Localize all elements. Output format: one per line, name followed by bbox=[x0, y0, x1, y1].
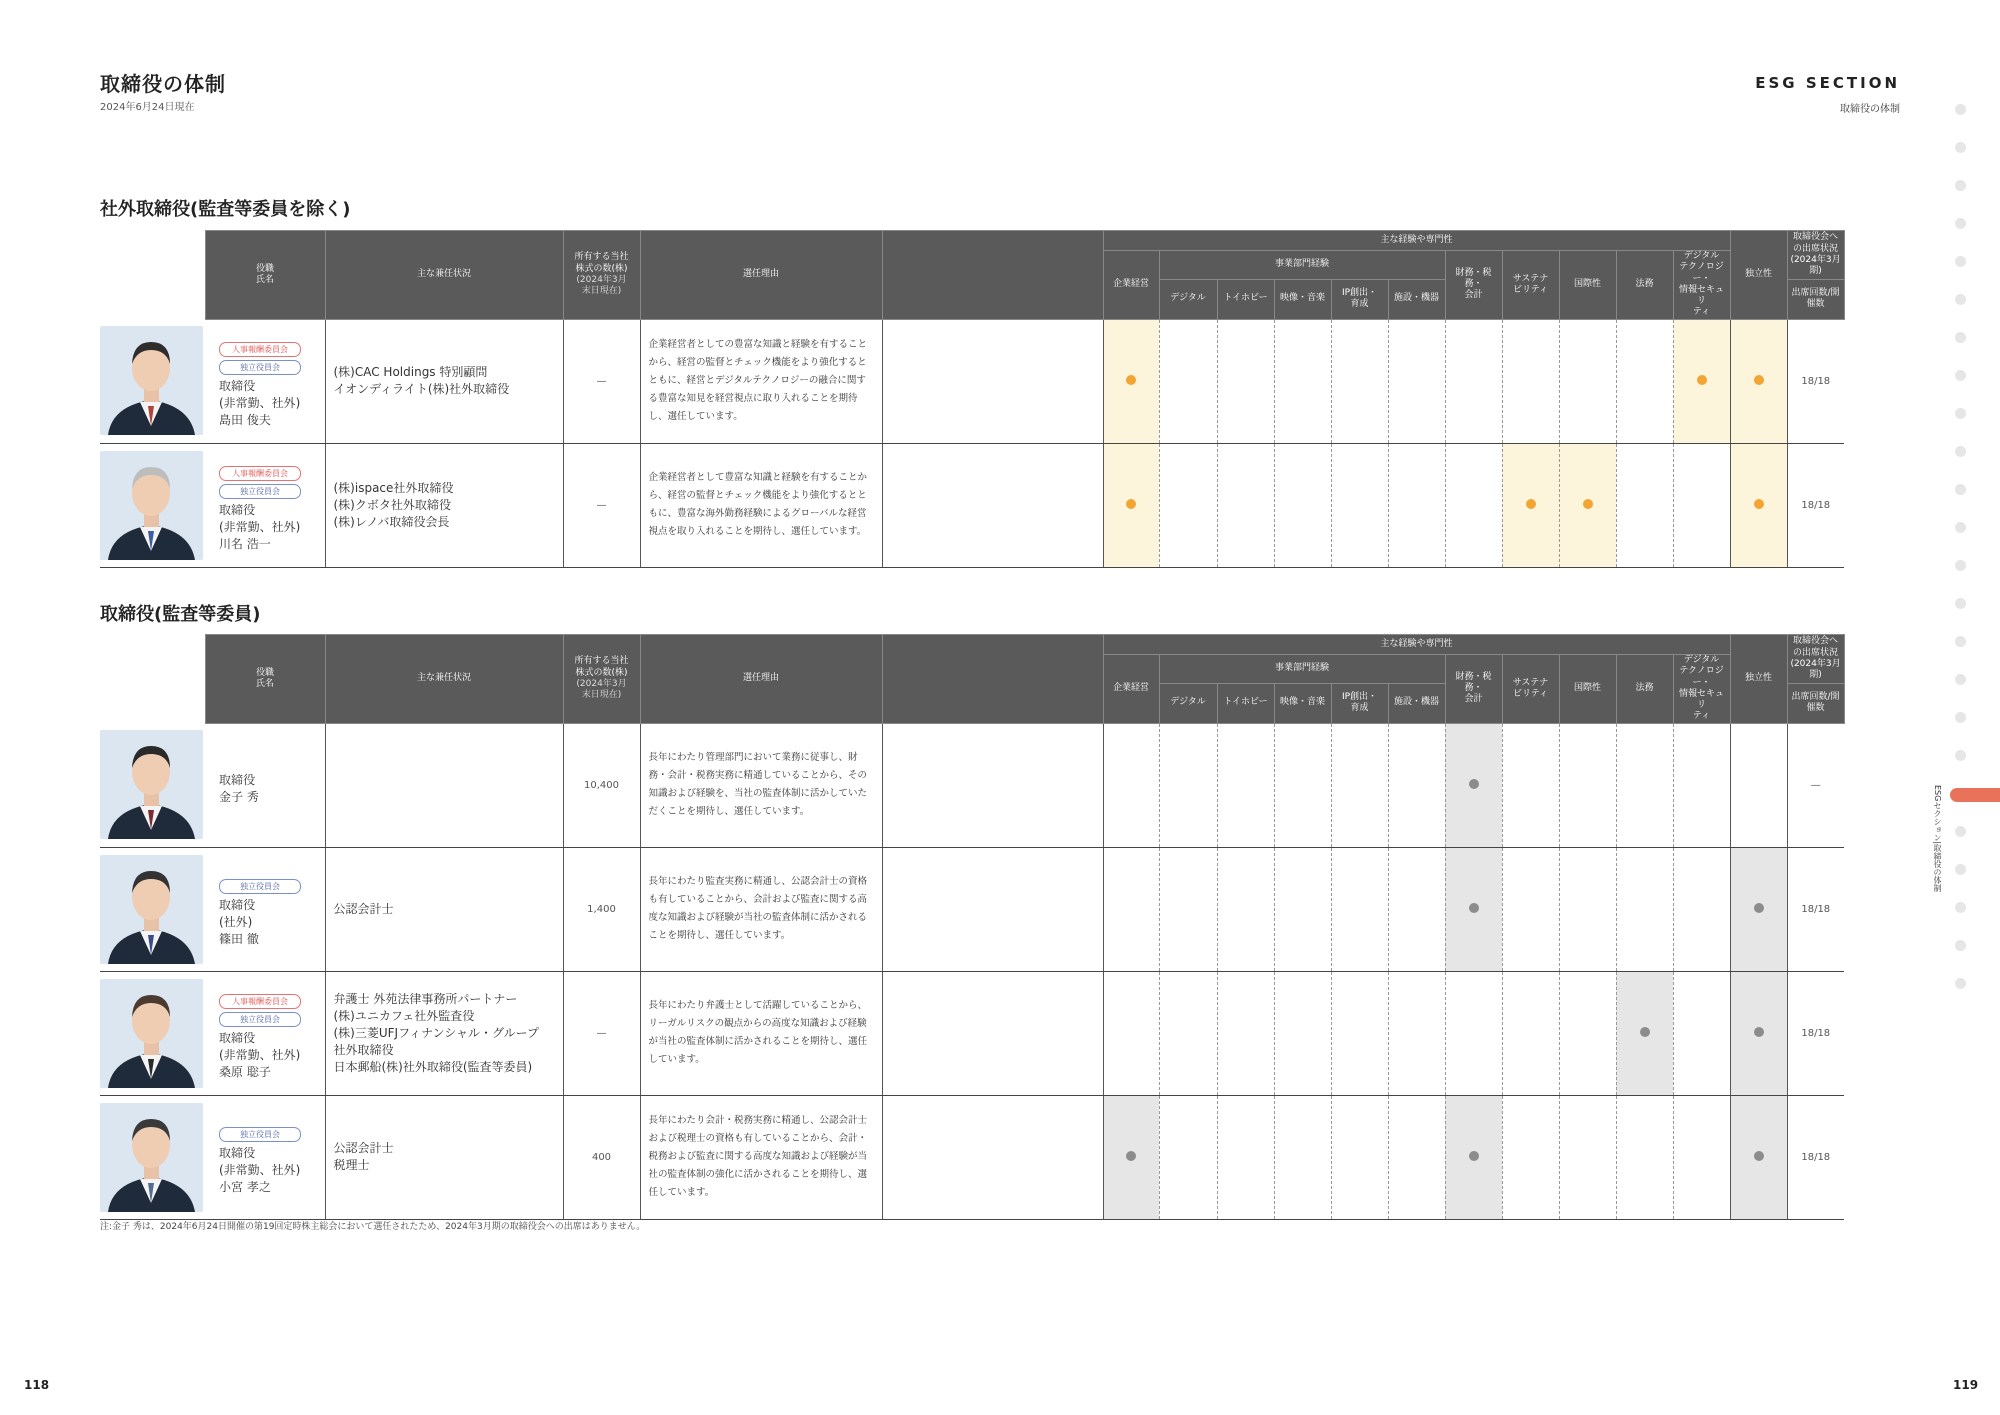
director-photo bbox=[100, 451, 203, 560]
col-dtsec: デジタル テクノロジー・ 情報セキュリ ティ bbox=[1673, 251, 1730, 320]
reason-cell bbox=[640, 1095, 882, 1219]
nav-dot[interactable] bbox=[1955, 826, 1966, 837]
expertise-indep bbox=[1730, 443, 1787, 567]
expertise-ip bbox=[1331, 847, 1388, 971]
expertise-digital bbox=[1159, 723, 1217, 847]
expertise-mark bbox=[1754, 1151, 1764, 1161]
expertise-toy bbox=[1217, 847, 1274, 971]
expertise-facility bbox=[1388, 847, 1445, 971]
expertise-dtsec bbox=[1673, 723, 1730, 847]
expertise-mark bbox=[1126, 1151, 1136, 1161]
expertise-sustain bbox=[1502, 971, 1559, 1095]
col-reason: 選任理由 bbox=[640, 231, 882, 320]
col-toy: トイホビー bbox=[1217, 683, 1274, 723]
blank-cell bbox=[882, 723, 1103, 847]
name-cell bbox=[205, 1095, 325, 1219]
nav-dot[interactable] bbox=[1955, 560, 1966, 571]
shares-cell: — bbox=[563, 971, 640, 1095]
committee-badge: 独立役員会 bbox=[219, 484, 301, 499]
col-video_music: 映像・音楽 bbox=[1274, 279, 1331, 319]
expertise-intl bbox=[1559, 847, 1616, 971]
selection-reason: 企業経営者としての豊富な知識と経験を有することから、経営の監督とチェック機能をより強化するとともに、経営とデジタルテクノロジーの融合に関する豊富な知見を経営視点に取り入れることを期待し、選任しています。 bbox=[648, 339, 868, 422]
expertise-facility bbox=[1388, 971, 1445, 1095]
col-reason: 選任理由 bbox=[640, 635, 882, 724]
director-row bbox=[100, 723, 1959, 847]
nav-dot[interactable] bbox=[1955, 218, 1966, 229]
committee-badge: 独立役員会 bbox=[219, 879, 301, 894]
director-role: 取締役 bbox=[219, 773, 256, 787]
page-number-right: 119 bbox=[1953, 1378, 1979, 1392]
expertise-sustain bbox=[1502, 1095, 1559, 1219]
section-subtitle: 取締役の体制 bbox=[1840, 104, 1900, 115]
col-shares: 所有する当社 株式の数(株) (2024年3月 末日現在) bbox=[563, 635, 640, 724]
concurrent-cell bbox=[325, 847, 563, 971]
audit-committee-table bbox=[100, 634, 1959, 1220]
nav-dot[interactable] bbox=[1955, 902, 1966, 913]
col-blank bbox=[882, 231, 1103, 320]
expertise-intl bbox=[1559, 319, 1616, 443]
nav-dot[interactable] bbox=[1955, 484, 1966, 495]
expertise-dtsec bbox=[1673, 319, 1730, 443]
expertise-digital bbox=[1159, 443, 1217, 567]
expertise-dtsec bbox=[1673, 847, 1730, 971]
director-name: 小宮 孝之 bbox=[219, 1179, 271, 1194]
concurrent-positions: (株)CAC Holdings 特別顧問 イオンディライト(株)社外取締役 bbox=[333, 365, 510, 396]
photo-cell bbox=[100, 319, 205, 443]
expertise-corporate bbox=[1103, 847, 1159, 971]
expertise-video_music bbox=[1274, 971, 1331, 1095]
director-name: 桑原 聡子 bbox=[219, 1064, 271, 1079]
selection-reason: 長年にわたり監査実務に精通し、公認会計士の資格も有していることから、会計および監査に関する高度な知識および経験が当社の監査体制に活かされることを期待し、選任しています。 bbox=[648, 876, 868, 941]
name-cell bbox=[205, 443, 325, 567]
nav-dot[interactable] bbox=[1955, 750, 1966, 761]
col-finance: 財務・税務・ 会計 bbox=[1445, 655, 1502, 724]
expertise-corporate bbox=[1103, 1095, 1159, 1219]
col-shares-note: (2024年3月 末日現在) bbox=[576, 678, 627, 700]
selection-reason: 企業経営者として豊富な知識と経験を有することから、経営の監督とチェック機能をより強化するとともに、豊富な海外勤務経験によるグローバルな経営視点を取り入れることを期待し、選任しています。 bbox=[648, 472, 868, 537]
expertise-facility bbox=[1388, 723, 1445, 847]
expertise-corporate bbox=[1103, 319, 1159, 443]
expertise-sustain bbox=[1502, 443, 1559, 567]
attendance-cell: 18/18 bbox=[1787, 971, 1844, 1095]
concurrent-cell bbox=[325, 319, 563, 443]
expertise-finance bbox=[1445, 971, 1502, 1095]
col-independence: 独立性 bbox=[1730, 635, 1787, 724]
expertise-digital bbox=[1159, 1095, 1217, 1219]
concurrent-cell bbox=[325, 443, 563, 567]
concurrent-positions: (株)ispace社外取締役 (株)クボタ社外取締役 (株)レノバ取締役会長 bbox=[333, 480, 454, 529]
name-cell bbox=[205, 971, 325, 1095]
expertise-sustain bbox=[1502, 847, 1559, 971]
col-finance: 財務・税務・ 会計 bbox=[1445, 251, 1502, 320]
expertise-facility bbox=[1388, 443, 1445, 567]
expertise-finance bbox=[1445, 847, 1502, 971]
director-row bbox=[100, 847, 1959, 971]
col-business: 事業部門経験 bbox=[1159, 251, 1445, 280]
expertise-mark bbox=[1754, 1027, 1764, 1037]
col-shares-note: (2024年3月 末日現在) bbox=[576, 274, 627, 296]
col-legal: 法務 bbox=[1616, 251, 1673, 320]
current-section-tab[interactable] bbox=[1950, 788, 2000, 802]
nav-dot[interactable] bbox=[1955, 408, 1966, 419]
expertise-legal bbox=[1616, 1095, 1673, 1219]
col-sustain: サステナ ビリティ bbox=[1502, 251, 1559, 320]
expertise-finance bbox=[1445, 723, 1502, 847]
section-heading-audit-committee: 取締役(監査等委員) bbox=[100, 604, 261, 625]
col-position-name: 役職 氏名 bbox=[205, 635, 325, 724]
col-facility: 施設・機器 bbox=[1388, 279, 1445, 319]
expertise-dtsec bbox=[1673, 1095, 1730, 1219]
expertise-ip bbox=[1331, 443, 1388, 567]
expertise-legal bbox=[1616, 443, 1673, 567]
col-digital: デジタル bbox=[1159, 279, 1217, 319]
expertise-facility bbox=[1388, 1095, 1445, 1219]
committee-badge: 独立役員会 bbox=[219, 360, 301, 375]
attendance-cell: 18/18 bbox=[1787, 1095, 1844, 1219]
nav-dot[interactable] bbox=[1955, 636, 1966, 647]
col-ip: IP創出・ 育成 bbox=[1331, 279, 1388, 319]
expertise-legal bbox=[1616, 319, 1673, 443]
expertise-toy bbox=[1217, 319, 1274, 443]
expertise-ip bbox=[1331, 319, 1388, 443]
expertise-mark bbox=[1526, 499, 1536, 509]
section-heading-outside-directors: 社外取締役(監査等委員を除く) bbox=[100, 199, 351, 220]
expertise-ip bbox=[1331, 971, 1388, 1095]
blank-cell bbox=[882, 1095, 1103, 1219]
expertise-digital bbox=[1159, 319, 1217, 443]
col-legal: 法務 bbox=[1616, 655, 1673, 724]
blank-cell bbox=[882, 847, 1103, 971]
committee-badge: 人事報酬委員会 bbox=[219, 342, 301, 357]
concurrent-cell bbox=[325, 971, 563, 1095]
col-attendance-sub: 出席回数/開催数 bbox=[1787, 279, 1844, 319]
expertise-corporate bbox=[1103, 443, 1159, 567]
col-dtsec: デジタル テクノロジー・ 情報セキュリ ティ bbox=[1673, 655, 1730, 724]
col-concurrent: 主な兼任状況 bbox=[325, 231, 563, 320]
director-name: 金子 秀 bbox=[219, 790, 259, 804]
expertise-dtsec bbox=[1673, 971, 1730, 1095]
shares-cell: — bbox=[563, 319, 640, 443]
director-row bbox=[100, 1095, 1959, 1219]
concurrent-positions: 公認会計士 bbox=[333, 901, 394, 916]
col-intl: 国際性 bbox=[1559, 655, 1616, 724]
expertise-video_music bbox=[1274, 443, 1331, 567]
director-photo bbox=[100, 979, 203, 1088]
col-attendance: 取締役会への出席状況 (2024年3月期) bbox=[1787, 635, 1844, 684]
shares-cell: 10,400 bbox=[563, 723, 640, 847]
outside-directors-table bbox=[100, 230, 1959, 568]
nav-dot[interactable] bbox=[1955, 142, 1966, 153]
expertise-video_music bbox=[1274, 847, 1331, 971]
concurrent-positions: 弁護士 外苑法律事務所パートナー (株)ユニカフェ社外監査役 (株)三菱UFJフィナンシャル・グループ 社外取締役 日本郵船(株)社外取締役(監査等委員) bbox=[333, 991, 540, 1074]
expertise-indep bbox=[1730, 319, 1787, 443]
expertise-legal bbox=[1616, 971, 1673, 1095]
selection-reason: 長年にわたり管理部門において業務に従事し、財務・会計・税務実務に精通していることから、その知識および経験を、当社の監査体制に活かしていただくことを期待し、選任しています。 bbox=[648, 752, 868, 817]
expertise-intl bbox=[1559, 723, 1616, 847]
expertise-toy bbox=[1217, 723, 1274, 847]
shares-cell: 400 bbox=[563, 1095, 640, 1219]
expertise-ip bbox=[1331, 723, 1388, 847]
col-blank bbox=[882, 635, 1103, 724]
director-photo bbox=[100, 855, 203, 964]
side-label: ESGセクション|取締役の体制 bbox=[1933, 785, 1942, 893]
attendance-cell: 18/18 bbox=[1787, 443, 1844, 567]
photo-cell bbox=[100, 1095, 205, 1219]
page-title: 取締役の体制 bbox=[100, 72, 226, 96]
expertise-corporate bbox=[1103, 723, 1159, 847]
col-corporate: 企業経営 bbox=[1103, 251, 1159, 320]
nav-dot[interactable] bbox=[1955, 978, 1966, 989]
expertise-mark bbox=[1126, 499, 1136, 509]
attendance-cell: — bbox=[1787, 723, 1844, 847]
expertise-mark bbox=[1640, 1027, 1650, 1037]
expertise-mark bbox=[1469, 1151, 1479, 1161]
director-name: 篠田 徹 bbox=[219, 931, 259, 946]
expertise-video_music bbox=[1274, 319, 1331, 443]
blank-cell bbox=[882, 971, 1103, 1095]
blank-cell bbox=[882, 319, 1103, 443]
col-attendance-sub: 出席回数/開催数 bbox=[1787, 683, 1844, 723]
expertise-corporate bbox=[1103, 971, 1159, 1095]
expertise-toy bbox=[1217, 971, 1274, 1095]
expertise-intl bbox=[1559, 1095, 1616, 1219]
section-title: ESG SECTION bbox=[1755, 74, 1900, 92]
col-digital: デジタル bbox=[1159, 683, 1217, 723]
expertise-indep bbox=[1730, 971, 1787, 1095]
expertise-intl bbox=[1559, 971, 1616, 1095]
expertise-dtsec bbox=[1673, 443, 1730, 567]
col-intl: 国際性 bbox=[1559, 251, 1616, 320]
nav-dot[interactable] bbox=[1955, 522, 1966, 533]
director-name: 川名 浩一 bbox=[219, 536, 271, 551]
nav-dot[interactable] bbox=[1955, 370, 1966, 381]
nav-dot[interactable] bbox=[1955, 712, 1966, 723]
col-attendance: 取締役会への出席状況 (2024年3月期) bbox=[1787, 231, 1844, 280]
director-role: 取締役 (非常勤、社外) bbox=[219, 1030, 301, 1062]
director-photo bbox=[100, 326, 203, 435]
expertise-video_music bbox=[1274, 723, 1331, 847]
selection-reason: 長年にわたり会計・税務実務に精通し、公認会計士および税理士の資格も有していることから、会計・税務および監査に関する高度な知識および経験が当社の監査体制の強化に活かされることを期待し、選任しています。 bbox=[648, 1115, 868, 1198]
col-video_music: 映像・音楽 bbox=[1274, 683, 1331, 723]
expertise-sustain bbox=[1502, 319, 1559, 443]
col-concurrent: 主な兼任状況 bbox=[325, 635, 563, 724]
photo-cell bbox=[100, 723, 205, 847]
name-cell bbox=[205, 847, 325, 971]
expertise-sustain bbox=[1502, 723, 1559, 847]
reason-cell bbox=[640, 723, 882, 847]
director-row bbox=[100, 319, 1959, 443]
reason-cell bbox=[640, 319, 882, 443]
col-toy: トイホビー bbox=[1217, 279, 1274, 319]
director-name: 島田 俊夫 bbox=[219, 412, 271, 427]
expertise-digital bbox=[1159, 847, 1217, 971]
expertise-video_music bbox=[1274, 1095, 1331, 1219]
expertise-toy bbox=[1217, 1095, 1274, 1219]
expertise-indep bbox=[1730, 723, 1787, 847]
footnote: 注:金子 秀は、2024年6月24日開催の第19回定時株主総会において選任されたため、2024年3月期の取締役会への出席はありません。 bbox=[100, 1222, 646, 1232]
expertise-legal bbox=[1616, 723, 1673, 847]
expertise-intl bbox=[1559, 443, 1616, 567]
director-photo bbox=[100, 730, 203, 839]
expertise-finance bbox=[1445, 443, 1502, 567]
concurrent-cell bbox=[325, 1095, 563, 1219]
expertise-legal bbox=[1616, 847, 1673, 971]
col-business: 事業部門経験 bbox=[1159, 655, 1445, 684]
expertise-indep bbox=[1730, 847, 1787, 971]
expertise-mark bbox=[1469, 903, 1479, 913]
col-expertise: 主な経験や専門性 bbox=[1103, 231, 1730, 251]
committee-badge: 独立役員会 bbox=[219, 1127, 301, 1142]
col-position-name: 役職 氏名 bbox=[205, 231, 325, 320]
director-row bbox=[100, 443, 1959, 567]
shares-cell: — bbox=[563, 443, 640, 567]
director-row bbox=[100, 971, 1959, 1095]
attendance-cell: 18/18 bbox=[1787, 847, 1844, 971]
concurrent-positions: 公認会計士 税理士 bbox=[333, 1141, 394, 1172]
photo-cell bbox=[100, 971, 205, 1095]
expertise-facility bbox=[1388, 319, 1445, 443]
expertise-finance bbox=[1445, 319, 1502, 443]
expertise-digital bbox=[1159, 971, 1217, 1095]
committee-badge: 人事報酬委員会 bbox=[219, 994, 301, 1009]
reason-cell bbox=[640, 443, 882, 567]
selection-reason: 長年にわたり弁護士として活躍していることから、リーガルリスクの観点からの高度な知識および経験が当社の監査体制に活かされることを期待し、選任しています。 bbox=[648, 1000, 868, 1065]
nav-dot[interactable] bbox=[1955, 256, 1966, 267]
expertise-mark bbox=[1126, 375, 1136, 385]
reason-cell bbox=[640, 971, 882, 1095]
col-facility: 施設・機器 bbox=[1388, 683, 1445, 723]
nav-dot[interactable] bbox=[1955, 864, 1966, 875]
col-sustain: サステナ ビリティ bbox=[1502, 655, 1559, 724]
nav-dot[interactable] bbox=[1955, 446, 1966, 457]
page-number-left: 118 bbox=[24, 1378, 50, 1392]
committee-badge: 独立役員会 bbox=[219, 1012, 301, 1027]
shares-cell: 1,400 bbox=[563, 847, 640, 971]
col-independence: 独立性 bbox=[1730, 231, 1787, 320]
expertise-mark bbox=[1469, 779, 1479, 789]
expertise-mark bbox=[1754, 375, 1764, 385]
col-shares: 所有する当社 株式の数(株) (2024年3月 末日現在) bbox=[563, 231, 640, 320]
nav-dot[interactable] bbox=[1955, 104, 1966, 115]
reason-cell bbox=[640, 847, 882, 971]
director-role: 取締役 (非常勤、社外) bbox=[219, 378, 301, 410]
expertise-toy bbox=[1217, 443, 1274, 567]
photo-cell bbox=[100, 847, 205, 971]
director-role: 取締役 (非常勤、社外) bbox=[219, 502, 301, 534]
nav-dot[interactable] bbox=[1955, 332, 1966, 343]
col-corporate: 企業経営 bbox=[1103, 655, 1159, 724]
concurrent-cell bbox=[325, 723, 563, 847]
expertise-mark bbox=[1754, 499, 1764, 509]
nav-dot[interactable] bbox=[1955, 180, 1966, 191]
expertise-indep bbox=[1730, 1095, 1787, 1219]
photo-cell bbox=[100, 443, 205, 567]
expertise-ip bbox=[1331, 1095, 1388, 1219]
nav-dot[interactable] bbox=[1955, 294, 1966, 305]
director-role: 取締役 (社外) bbox=[219, 897, 256, 929]
director-photo bbox=[100, 1103, 203, 1212]
attendance-cell: 18/18 bbox=[1787, 319, 1844, 443]
expertise-finance bbox=[1445, 1095, 1502, 1219]
nav-dot[interactable] bbox=[1955, 674, 1966, 685]
director-role: 取締役 (非常勤、社外) bbox=[219, 1145, 301, 1177]
expertise-mark bbox=[1583, 499, 1593, 509]
col-expertise: 主な経験や専門性 bbox=[1103, 635, 1730, 655]
nav-dot[interactable] bbox=[1955, 940, 1966, 951]
nav-dot[interactable] bbox=[1955, 598, 1966, 609]
blank-cell bbox=[882, 443, 1103, 567]
committee-badge: 人事報酬委員会 bbox=[219, 466, 301, 481]
expertise-mark bbox=[1754, 903, 1764, 913]
name-cell bbox=[205, 723, 325, 847]
col-ip: IP創出・ 育成 bbox=[1331, 683, 1388, 723]
name-cell bbox=[205, 319, 325, 443]
expertise-mark bbox=[1697, 375, 1707, 385]
page-date: 2024年6月24日現在 bbox=[100, 102, 195, 113]
